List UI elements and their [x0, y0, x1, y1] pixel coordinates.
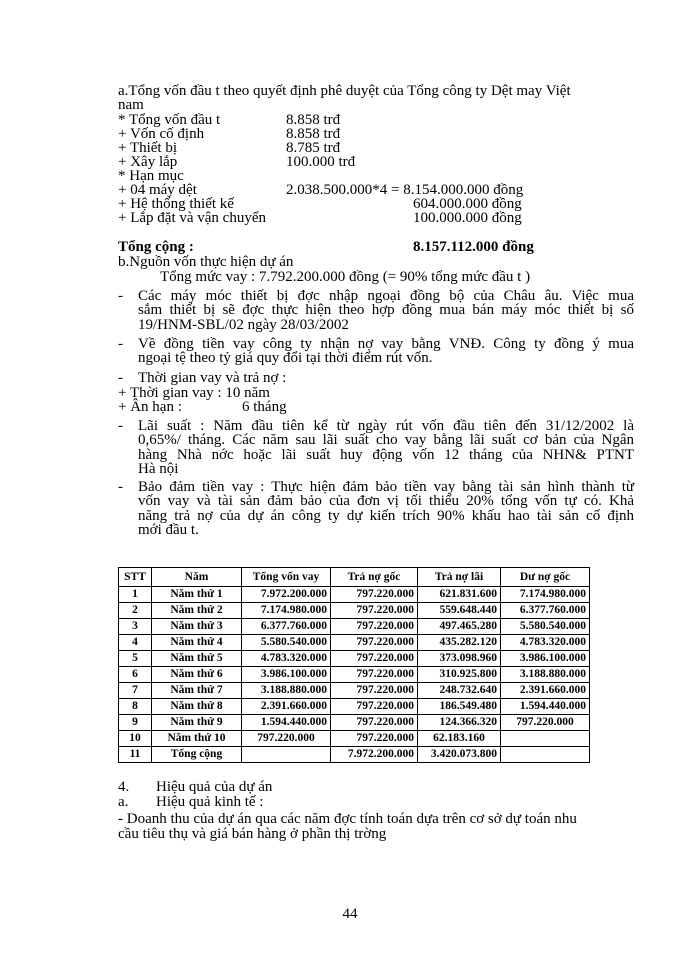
bullet-text: Thời gian vay và trả nợ : [138, 370, 287, 386]
table-cell: 8 [119, 699, 152, 715]
loan-total: Tổng mức vay : 7.792.200.000 đồng (= 90% tổng mức đầu t ) [160, 269, 531, 285]
table-cell: 497.465.280 [418, 619, 501, 635]
item-label: + 04 máy dệt [118, 182, 197, 198]
table-cell: 2.391.660.000 [501, 683, 590, 699]
investment-label: * Tổng vốn đầu t [118, 112, 221, 128]
table-cell: 7.972.200.000 [242, 587, 331, 603]
table-cell: Năm thứ 1 [152, 587, 242, 603]
paragraph-line: Về đồng tiền vay công ty nhận nợ vay bằng VNĐ. Công ty đồng ý mua [138, 336, 634, 352]
paragraph-line: 19/HNM-SBL/02 ngày 28/03/2002 [138, 316, 349, 333]
table-row [119, 603, 590, 619]
paragraph-line: 0,65%/ tháng. Các năm sau lãi suất cho vay bằng lãi suất cơ bản của Ngân [138, 432, 634, 449]
table-cell: 10 [119, 731, 152, 747]
header-principal: Trả nợ gốc [331, 568, 418, 587]
section-4a-heading [118, 795, 418, 810]
section-4-heading [118, 780, 418, 795]
table-cell: 248.732.640 [418, 683, 501, 699]
section-4-title: Hiệu quả của dự án [156, 779, 273, 795]
item-label: + Hệ thống thiết kế [118, 196, 234, 212]
table-row [119, 699, 590, 715]
bullet-paragraph [138, 337, 634, 366]
bullet-dash: - [118, 418, 123, 434]
table-cell: 3.188.880.000 [501, 667, 590, 683]
total-label: Tổng cộng : [118, 239, 194, 255]
item-row [118, 211, 558, 226]
table-cell: 124.366.320 [418, 715, 501, 731]
table-cell: 797.220.000 [331, 635, 418, 651]
table-row [119, 747, 590, 763]
table-cell: 1 [119, 587, 152, 603]
table-cell: 7 [119, 683, 152, 699]
table-cell: 9 [119, 715, 152, 731]
table-row [119, 667, 590, 683]
table-cell: 3.188.880.000 [242, 683, 331, 699]
bullet-paragraph [138, 419, 634, 476]
table-cell: 797.220.000 [242, 731, 331, 747]
table-cell: 1.594.440.000 [242, 715, 331, 731]
table-cell: Năm thứ 3 [152, 619, 242, 635]
table-cell: 11 [119, 747, 152, 763]
table-cell: Năm thứ 10 [152, 731, 242, 747]
item-value: 604.000.000 đồng [413, 196, 522, 212]
paragraph-line: Các máy móc thiết bị đợc nhập ngoại đồng bộ của Châu âu. Việc mua [138, 288, 634, 304]
paragraph-line: năng trả nợ của dự án công ty dự kiến trích 90% khấu hao tài sản cố định [138, 507, 634, 524]
grace-label: + Ân hạn : [118, 399, 182, 415]
bullet-dash: - [118, 370, 123, 386]
table-cell: 7.174.980.000 [501, 587, 590, 603]
table-cell: 5 [119, 651, 152, 667]
table-row [119, 651, 590, 667]
loan-duration: + Thời gian vay : 10 năm [118, 385, 270, 401]
item-label: + Lắp đặt và vận chuyển [118, 210, 266, 226]
table-cell: 4 [119, 635, 152, 651]
table-cell: Năm thứ 5 [152, 651, 242, 667]
table-cell: 797.220.000 [331, 587, 418, 603]
table-cell: 5.580.540.000 [501, 619, 590, 635]
investment-value: 100.000 trđ [286, 154, 356, 170]
grace-period [118, 400, 318, 415]
paragraph-line: Bảo đảm tiền vay : Thực hiện đảm bảo tiền vay bằng tài sản hình thành từ [138, 479, 634, 495]
paragraph-line: vốn vay và tài sản đảm bảo của đơn vị tối thiểu 20% tổng vốn tự có. Khả [138, 493, 634, 510]
table-cell: 6.377.760.000 [242, 619, 331, 635]
section-b-title: b.Nguồn vốn thực hiện dự án [118, 254, 294, 270]
table-body [119, 587, 590, 763]
table-cell: Năm thứ 6 [152, 667, 242, 683]
table-cell: 1.594.440.000 [501, 699, 590, 715]
paragraph-line: sắm thiết bị sẽ đợc thực hiện theo hợp đồng mua bán máy móc thiết bị số [138, 302, 634, 319]
table-cell: 7.174.980.000 [242, 603, 331, 619]
table-row [119, 715, 590, 731]
section-4-text: - Doanh thu của dự án qua các năm đợc tính toán dựa trên cơ sở dự toán nhu [118, 811, 577, 827]
table-cell: 2 [119, 603, 152, 619]
table-row [119, 683, 590, 699]
table-cell: 559.648.440 [418, 603, 501, 619]
bullet-paragraph [138, 480, 634, 537]
section-a-line2: nam [118, 97, 144, 113]
header-stt: STT [119, 568, 152, 587]
table-cell [501, 731, 590, 747]
table-cell: 6 [119, 667, 152, 683]
table-cell: 310.925.800 [418, 667, 501, 683]
table-cell: 5.580.540.000 [242, 635, 331, 651]
bullet-paragraph [138, 289, 634, 332]
table-cell [242, 747, 331, 763]
item-value: 100.000.000 đồng [413, 210, 522, 226]
table-cell: 797.220.000 [331, 699, 418, 715]
table-cell: 4.783.320.000 [501, 635, 590, 651]
table-cell: 3.986.100.000 [242, 667, 331, 683]
table-cell: 3 [119, 619, 152, 635]
section-4a-title: Hiệu quả kinh tế : [156, 794, 264, 810]
table-cell: 797.220.000 [501, 715, 590, 731]
table-row [119, 731, 590, 747]
header-balance: Dư nợ gốc [501, 568, 590, 587]
table-cell: 186.549.480 [418, 699, 501, 715]
page-number: 44 [342, 906, 358, 922]
section-4a-number: a. [118, 794, 129, 810]
header-interest: Trả nợ lãi [418, 568, 501, 587]
investment-label: + Vốn cố định [118, 126, 205, 142]
paragraph-line: Hà nội [138, 460, 179, 477]
grace-value: 6 tháng [242, 399, 287, 415]
table-cell: 797.220.000 [331, 619, 418, 635]
table-cell: Năm thứ 4 [152, 635, 242, 651]
table-cell: 797.220.000 [331, 651, 418, 667]
table-cell: 7.972.200.000 [331, 747, 418, 763]
table-row [119, 587, 590, 603]
table-cell: 435.282.120 [418, 635, 501, 651]
table-cell: 62.183.160 [418, 731, 501, 747]
table-cell: 2.391.660.000 [242, 699, 331, 715]
header-total-loan: Tổng vốn vay [242, 568, 331, 587]
table-cell: 6.377.760.000 [501, 603, 590, 619]
section-a-line1: a.Tổng vốn đầu t theo quyết định phê duyệt của Tổng công ty Dệt may Việt [118, 83, 571, 99]
items-header: * Hạn mục [118, 168, 184, 184]
paragraph-line: hàng Nhà nớc hoặc lãi suất huy động vốn 12 tháng của NHN& PTNT [138, 446, 634, 463]
bullet-dash: - [118, 288, 123, 304]
loan-repayment-table [118, 567, 590, 763]
table-cell: 621.831.600 [418, 587, 501, 603]
table-cell: 797.220.000 [331, 667, 418, 683]
investment-label: + Xây lắp [118, 154, 178, 170]
bullet-dash: - [118, 479, 123, 495]
table-cell: 797.220.000 [331, 731, 418, 747]
table-cell: Năm thứ 8 [152, 699, 242, 715]
total-row [118, 240, 568, 255]
table-cell [501, 747, 590, 763]
table-cell: Năm thứ 7 [152, 683, 242, 699]
table-cell: Năm thứ 9 [152, 715, 242, 731]
table-cell: Tổng cộng [152, 747, 242, 763]
investment-label: + Thiết bị [118, 140, 178, 156]
paragraph-line: mới đầu t. [138, 521, 199, 538]
table-row [119, 619, 590, 635]
table-cell: 4.783.320.000 [242, 651, 331, 667]
table-header-row [119, 568, 590, 587]
table-cell: 3.420.073.800 [418, 747, 501, 763]
paragraph-line: ngoại tệ theo tỷ giá quy đổi tại thời điểm rút vốn. [138, 350, 433, 367]
table-cell: 797.220.000 [331, 683, 418, 699]
investment-value: 8.785 trđ [286, 140, 341, 156]
table-row [119, 635, 590, 651]
investment-value: 8.858 trđ [286, 126, 341, 142]
table-cell: 797.220.000 [331, 603, 418, 619]
investment-value: 8.858 trđ [286, 112, 341, 128]
section-4-number: 4. [118, 779, 130, 795]
header-year: Năm [152, 568, 242, 587]
total-value: 8.157.112.000 đồng [413, 239, 534, 255]
bullet-dash: - [118, 336, 123, 352]
table-cell: 797.220.000 [331, 715, 418, 731]
table-cell: 373.098.960 [418, 651, 501, 667]
table-cell: Năm thứ 2 [152, 603, 242, 619]
item-value: 2.038.500.000*4 = 8.154.000.000 đồng [286, 182, 524, 198]
paragraph-line: Lãi suất : Năm đầu tiên kể từ ngày rút vốn đầu tiên đến 31/12/2002 là [138, 418, 634, 434]
section-4-text: cầu tiêu thụ và giá bán hàng ở phần thị trờng [118, 826, 387, 842]
table-cell: 3.986.100.000 [501, 651, 590, 667]
